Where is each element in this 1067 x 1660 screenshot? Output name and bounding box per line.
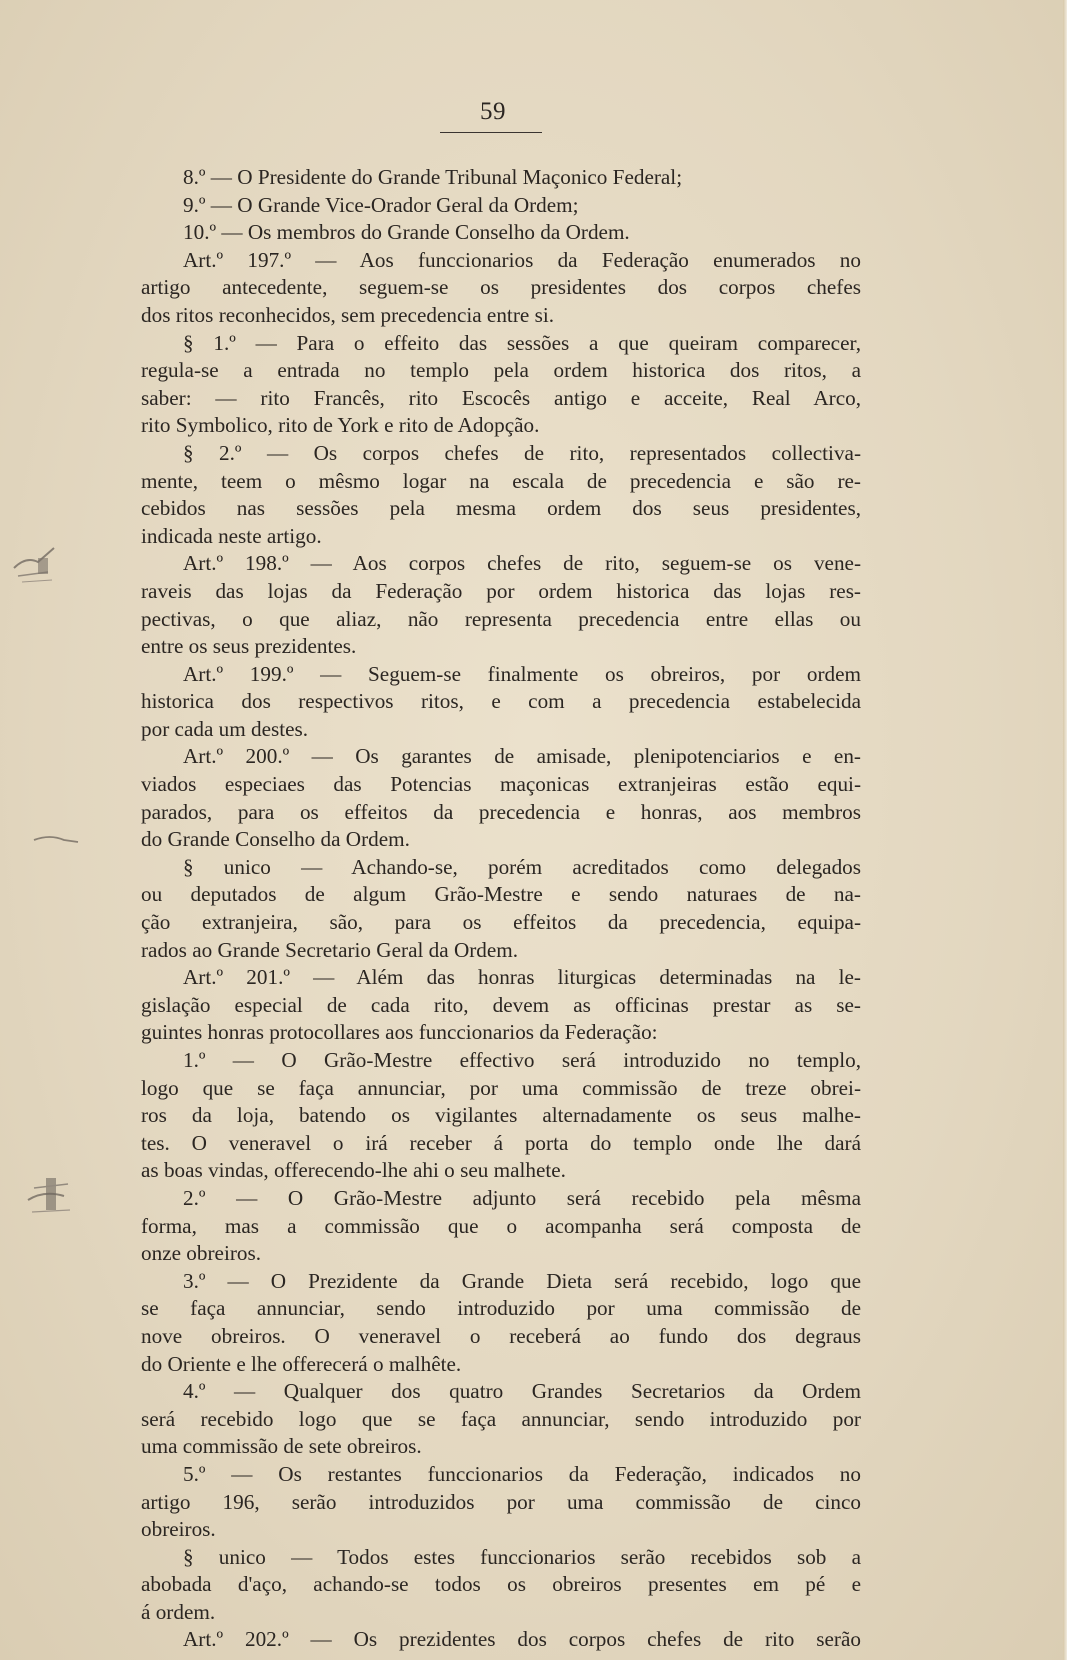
paragraph-line: artigo antecedente, seguem-se os presidentes dos corpos chefes	[141, 275, 861, 300]
paragraph-line: uma commissão de sete obreiros.	[141, 1434, 422, 1459]
paragraph-line: parados, para os effeitos da precedencia e honras, aos membros	[141, 799, 861, 824]
paragraph-line: indicada neste artigo.	[141, 523, 322, 548]
paragraph-line: viados especiaes das Potencias maçonicas extranjeiras estão equi-	[141, 772, 861, 797]
paragraph-line: ção extranjeira, são, para os effeitos da precedencia, equipa-	[141, 910, 861, 935]
page-number: 59	[480, 98, 506, 125]
paragraph-line: obreiros.	[141, 1517, 216, 1542]
bleed-through-ornament-lower	[20, 1160, 82, 1224]
paragraph-line: § unico — Todos estes funccionarios serão recebidos sob a	[183, 1544, 861, 1569]
paragraph-line: do Oriente e lhe offerecerá o malhête.	[141, 1351, 462, 1376]
bleed-through-ornament-upper	[8, 538, 60, 588]
paragraph-line: ou deputados de algum Grão-Mestre e sendo naturaes de na-	[141, 882, 861, 907]
paragraph-line: § unico — Achando-se, porém acreditados como delegados	[183, 854, 861, 879]
paragraph-line: será recebido logo que se faça annunciar, sendo introduzido por	[141, 1406, 861, 1431]
paragraph-line: guintes honras protocollares aos funccionarios da Federação:	[141, 1020, 658, 1045]
paragraph-line: cebidos nas sessões pela mesma ordem dos seus presidentes,	[141, 496, 861, 521]
paragraph-line: historica dos respectivos ritos, e com a precedencia estabelecida	[141, 689, 861, 714]
paragraph-line: se faça annunciar, sendo introduzido por uma commissão de	[141, 1296, 861, 1321]
paragraph-line: por cada um destes.	[141, 716, 309, 741]
paragraph-line: rados ao Grande Secretario Geral da Ordem.	[141, 937, 519, 962]
page-edge	[1063, 0, 1067, 1660]
bleed-through-ornament-middle	[30, 832, 82, 848]
paragraph-line: regula-se a entrada no templo pela ordem historica dos ritos, a	[141, 358, 861, 383]
paragraph-line: forma, mas a commissão que o acompanha será composta de	[141, 1213, 861, 1238]
paragraph-line: logo que se faça annunciar, por uma commissão de treze obrei-	[141, 1075, 861, 1100]
paragraph-line: 5.º — Os restantes funccionarios da Federação, indicados no	[183, 1461, 861, 1486]
paragraph-line: Art.º 198.º — Aos corpos chefes de rito, seguem-se os vene-	[183, 551, 861, 576]
paragraph-line: onze obreiros.	[141, 1241, 262, 1266]
paragraph-line: mente, teem o mêsmo logar na escala de precedencia e são re-	[141, 468, 861, 493]
paragraph-line: pectivas, o que aliaz, não representa precedencia entre ellas ou	[141, 606, 861, 631]
paragraph-line: 3.º — O Prezidente da Grande Dieta será recebido, logo que	[183, 1268, 861, 1293]
paragraph-line: á ordem.	[141, 1599, 216, 1624]
paragraph-line: rito Symbolico, rito de York e rito de Adopção.	[141, 413, 540, 438]
paragraph-line: Art.º 199.º — Seguem-se finalmente os obreiros, por ordem	[183, 661, 861, 686]
paragraph-line: abobada d'aço, achando-se todos os obreiros presentes em pé e	[141, 1572, 861, 1597]
paragraph-line: 4.º — Qualquer dos quatro Grandes Secretarios da Ordem	[183, 1379, 861, 1404]
body-text	[141, 164, 861, 1654]
paragraph-line: 10.º — Os membros do Grande Conselho da Ordem.	[183, 220, 630, 245]
paragraph-line: nove obreiros. O veneravel o receberá ao fundo dos degraus	[141, 1323, 861, 1348]
paragraph-line: tes. O veneravel o irá receber á porta do templo onde lhe dará	[141, 1130, 861, 1155]
paragraph-line: § 1.º — Para o effeito das sessões a que queiram comparecer,	[183, 330, 861, 355]
paragraph-line: dos ritos reconhecidos, sem precedencia entre si.	[141, 302, 555, 327]
paragraph-line: Art.º 201.º — Além das honras liturgicas determinadas na le-	[183, 965, 861, 990]
paragraph-line: saber: — rito Francês, rito Escocês antigo e acceite, Real Arco,	[141, 385, 861, 410]
paragraph-line: 1.º — O Grão-Mestre effectivo será introduzido no templo,	[183, 1048, 861, 1072]
paragraph-line: 9.º — O Grande Vice-Orador Geral da Ordem;	[183, 192, 579, 217]
paragraph-line: Art.º 197.º — Aos funccionarios da Federação enumerados no	[183, 247, 861, 272]
paragraph-line: as boas vindas, offerecendo-lhe ahi o seu malhete.	[141, 1158, 566, 1183]
paragraph-line: Art.º 202.º — Os prezidentes dos corpos chefes de rito serão	[183, 1627, 861, 1652]
paragraph-line: artigo 196, serão introduzidos por uma commissão de cinco	[141, 1489, 861, 1514]
paragraph-line: § 2.º — Os corpos chefes de rito, representados collectiva-	[183, 440, 861, 465]
paragraph-line: Art.º 200.º — Os garantes de amisade, plenipotenciarios e en-	[183, 744, 861, 769]
paragraph-line: entre os seus prezidentes.	[141, 634, 357, 659]
paragraph-line: 2.º — O Grão-Mestre adjunto será recebido pela mêsma	[183, 1185, 861, 1210]
paragraph-line: gislação especial de cada rito, devem as officinas prestar as se-	[141, 992, 861, 1017]
paragraph-line: do Grande Conselho da Ordem.	[141, 827, 410, 852]
paragraph-line: raveis das lojas da Federação por ordem historica das lojas res-	[141, 578, 861, 603]
paragraph-line: ros da loja, batendo os vigilantes alternadamente os seus malhe-	[141, 1103, 861, 1128]
header-rule	[440, 132, 542, 133]
paragraph-line: 8.º — O Presidente do Grande Tribunal Maçonico Federal;	[183, 165, 683, 189]
